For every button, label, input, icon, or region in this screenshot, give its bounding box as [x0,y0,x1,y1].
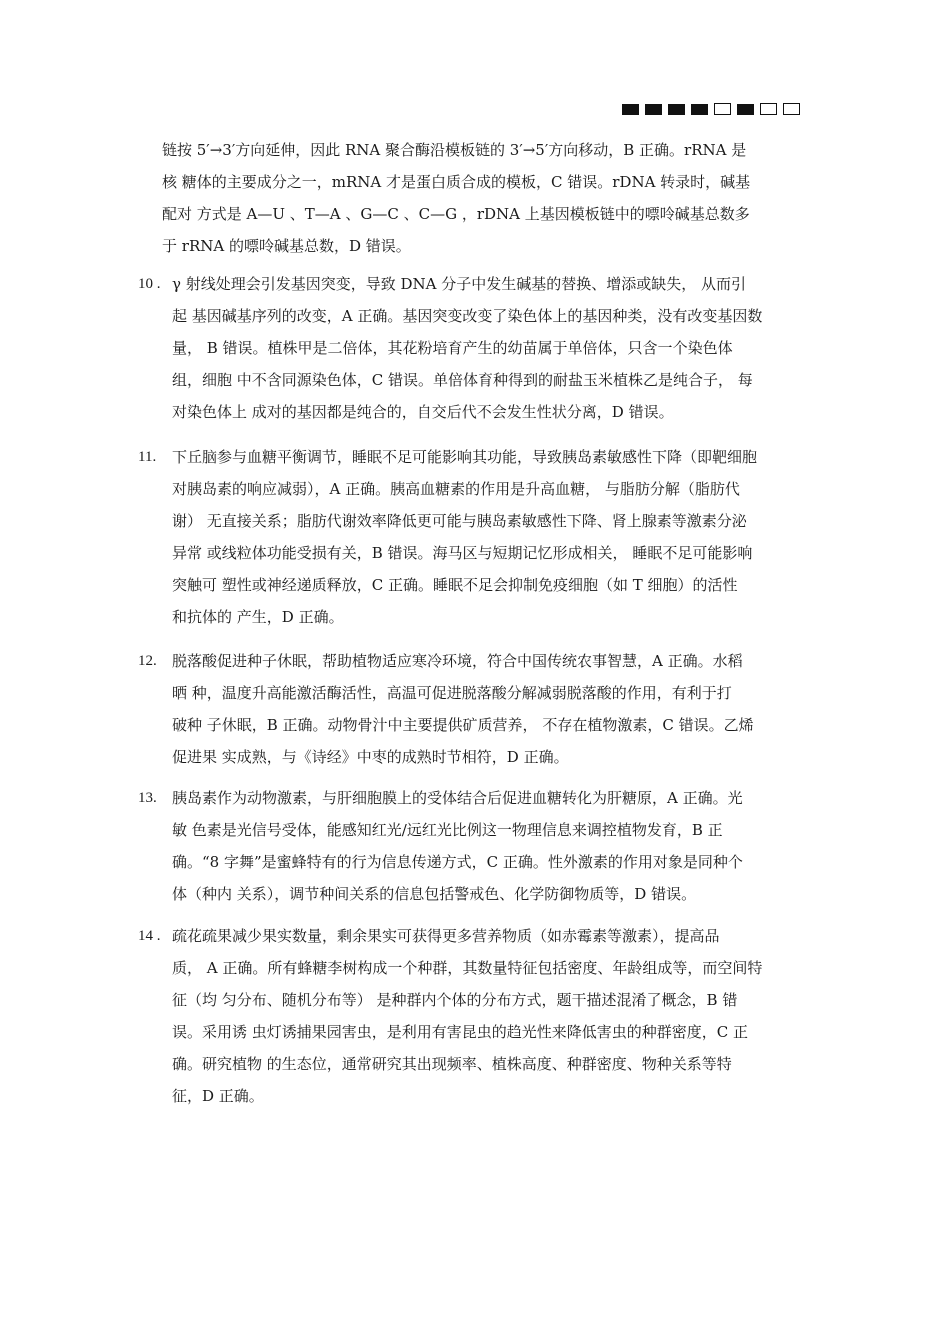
text-line: 核 糖体的主要成分之一，mRNA 才是蛋白质合成的模板，C 错误。rDNA 转录时，碱基 [162,173,751,191]
text-line: 谢） 无直接关系；脂肪代谢效率降低更可能与胰岛素敏感性下降、肾上腺素等激素分泌 [172,512,747,530]
filled-square-icon [645,104,662,115]
filled-square-icon [691,104,708,115]
question-number: 13. [138,790,157,806]
empty-square-icon [714,103,731,115]
text-line: 确。“8 字舞”是蜜蜂特有的行为信息传递方式，C 正确。性外激素的作用对象是同种个 [172,853,743,871]
text-line: 异常 或线粒体功能受损有关，B 错误。海马区与短期记忆形成相关， 睡眠不足可能影响 [172,544,753,562]
question-number: 10 . [138,276,161,292]
text-line: 下丘脑参与血糖平衡调节，睡眠不足可能影响其功能，导致胰岛素敏感性下降（即靶细胞 [172,448,758,466]
text-line: 配对 方式是 A—U 、T—A 、G—C 、C—G ，rDNA 上基因模板链中的嘌呤碱基总数多 [162,205,750,223]
text-line: 征（均 匀分布、随机分布等） 是种群内个体的分布方式，题干描述混淆了概念，B 错 [172,991,738,1009]
text-line: 促进果 实成熟，与《诗经》中枣的成熟时节相符，D 正确。 [172,748,569,766]
text-line: 征，D 正确。 [172,1087,264,1105]
text-line: 对染色体上 成对的基因都是纯合的，自交后代不会发生性状分离，D 错误。 [172,403,674,421]
text-line: 破种 子休眠，B 正确。动物骨汁中主要提供矿质营养， 不存在植物激素，C 错误。乙烯 [172,716,754,734]
filled-square-icon [668,104,685,115]
text-line: 量， B 错误。植株甲是二倍体，其花粉培育产生的幼苗属于单倍体，只含一个染色体 [172,339,733,357]
filled-square-icon [737,104,754,115]
filled-square-icon [622,104,639,115]
text-line: 组，细胞 中不含同源染色体，C 错误。单倍体育种得到的耐盐玉米植株乙是纯合子， 每 [172,371,753,389]
text-line: 误。采用诱 虫灯诱捕果园害虫，是利用有害昆虫的趋光性来降低害虫的种群密度，C 正 [172,1023,749,1041]
question-number: 11. [138,449,157,465]
question-number: 12. [138,653,157,669]
text-line: 敏 色素是光信号受体，能感知红光/远红光比例这一物理信息来调控植物发育，B 正 [172,821,723,839]
question-number: 14 . [138,928,161,944]
text-line: 对胰岛素的响应减弱），A 正确。胰高血糖素的作用是升高血糖， 与脂肪分解（脂肪代 [172,480,740,498]
text-line: 质， A 正确。所有蜂糖李树构成一个种群，其数量特征包括密度、年龄组成等，而空间特 [172,959,763,977]
text-line: 链按 5′→3′方向延伸，因此 RNA 聚合酶沿模板链的 3′→5′方向移动，B 正确。rRNA 是 [162,141,747,159]
text-line: 体（种内 关系），调节种间关系的信息包括警戒色、化学防御物质等，D 错误。 [172,885,697,903]
text-line: 胰岛素作为动物激素，与肝细胞膜上的受体结合后促进血糖转化为肝糖原，A 正确。光 [172,789,743,807]
text-line: 起 基因碱基序列的改变，A 正确。基因突变改变了染色体上的基因种类，没有改变基因数 [172,307,763,325]
text-line: 晒 种，温度升高能激活酶活性，高温可促进脱落酸分解减弱脱落酸的作用，有利于打 [172,684,732,702]
header-marks [622,104,800,115]
empty-square-icon [760,103,777,115]
text-line: 突触可 塑性或神经递质释放，C 正确。睡眠不足会抑制免疫细胞（如 T 细胞）的活性 [172,576,738,594]
text-line: 确。研究植物 的生态位，通常研究其出现频率、植株高度、种群密度、物种关系等特 [172,1055,732,1073]
text-line: 疏花疏果减少果实数量，剩余果实可获得更多营养物质（如赤霉素等激素），提高品 [172,927,720,945]
text-line: γ 射线处理会引发基因突变，导致 DNA 分子中发生碱基的替换、增添或缺失， 从而引 [172,275,747,293]
text-line: 和抗体的 产生，D 正确。 [172,608,344,626]
empty-square-icon [783,103,800,115]
text-line: 于 rRNA 的嘌呤碱基总数，D 错误。 [162,237,411,255]
text-line: 脱落酸促进种子休眠，帮助植物适应寒冷环境，符合中国传统农事智慧，A 正确。水稻 [172,652,743,670]
